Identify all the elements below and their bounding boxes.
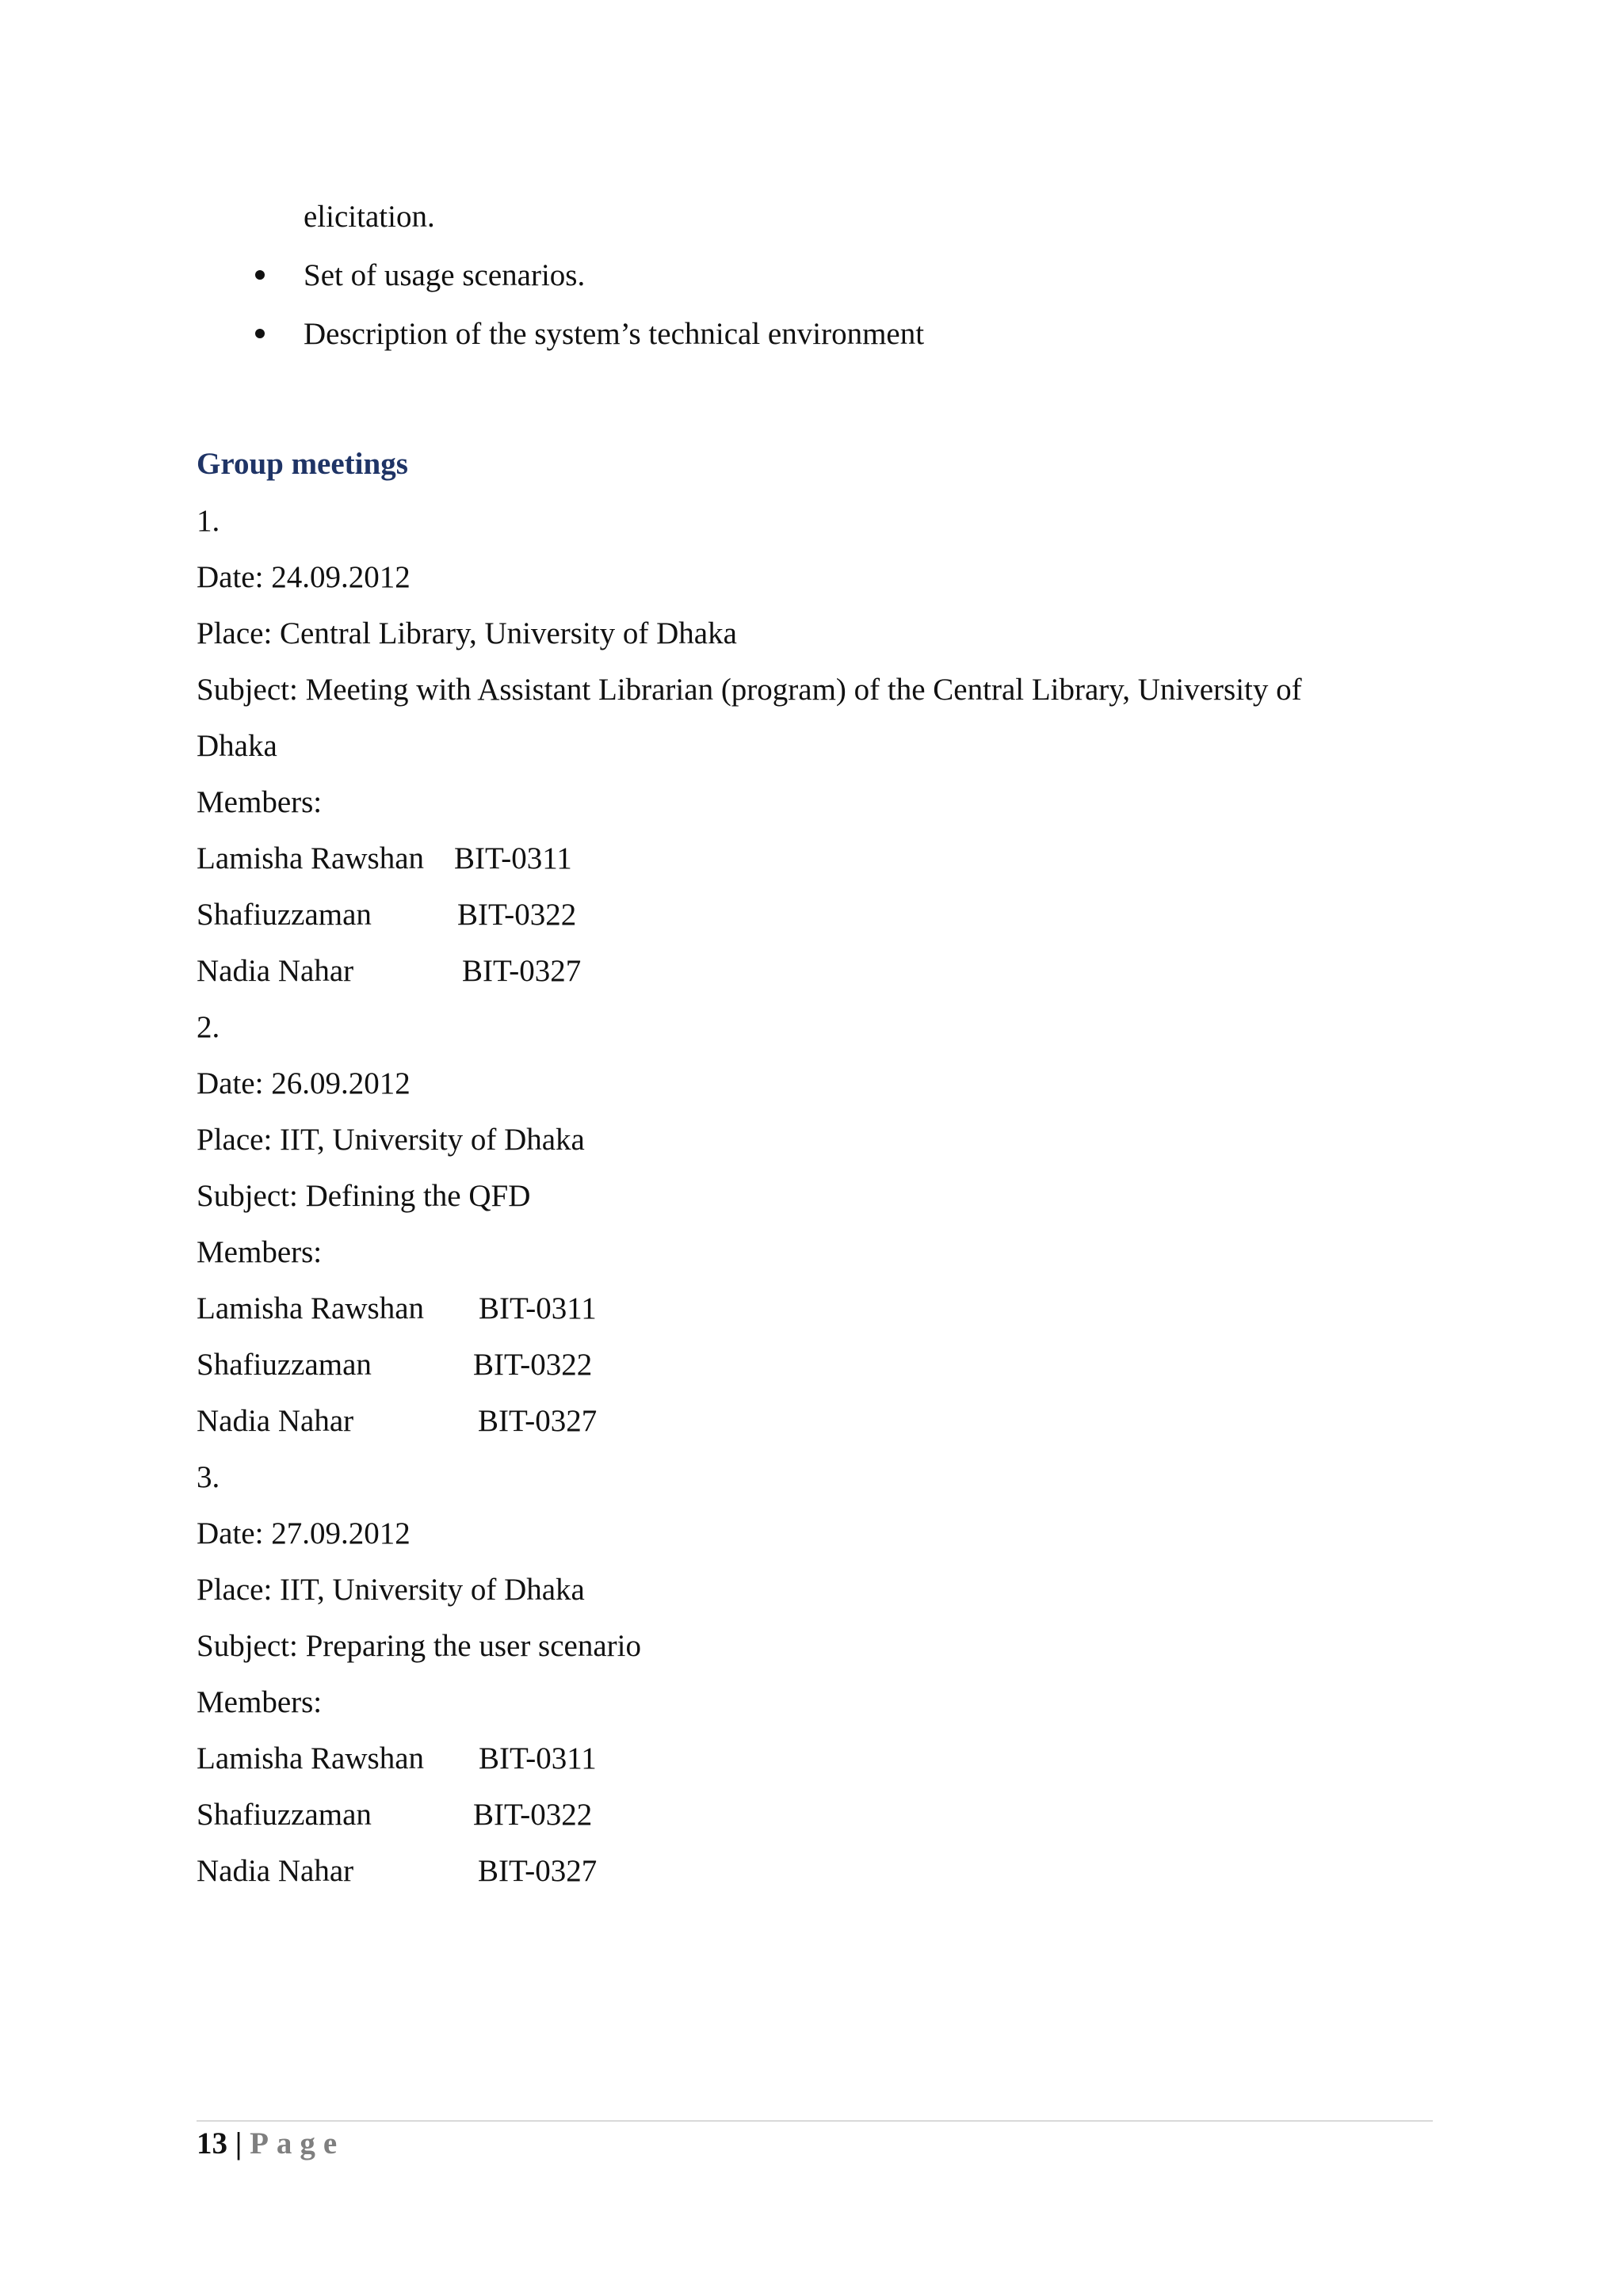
member-name: Lamisha Rawshan	[197, 1741, 425, 1775]
member-name: Shafiuzzaman	[197, 1798, 372, 1832]
meeting-subject: Subject: Defining the QFD	[197, 1179, 531, 1213]
member-name: Nadia Nahar	[197, 954, 354, 988]
page-label: Page	[250, 2126, 346, 2161]
member-name: Nadia Nahar	[197, 1404, 354, 1438]
meeting-subject: Subject: Meeting with Assistant Librarian (program) of the Central Library, University of	[197, 673, 1302, 707]
bullet-item: Set of usage scenarios.	[304, 258, 586, 292]
meeting-place: Place: IIT, University of Dhaka	[197, 1573, 585, 1607]
footer-divider	[197, 2120, 1433, 2122]
member-id: BIT-0311	[479, 1291, 597, 1325]
section-heading: Group meetings	[197, 447, 408, 481]
footer-separator: |	[235, 2126, 242, 2161]
member-id: BIT-0327	[462, 954, 582, 988]
member-name: Shafiuzzaman	[197, 1348, 372, 1382]
member-name: Lamisha Rawshan	[197, 1291, 425, 1325]
meeting-number: 3.	[197, 1460, 220, 1494]
meeting-number: 1.	[197, 504, 220, 538]
member-id: BIT-0311	[454, 841, 572, 875]
member-name: Nadia Nahar	[197, 1854, 354, 1888]
meeting-number: 2.	[197, 1010, 220, 1044]
meeting-place: Place: IIT, University of Dhaka	[197, 1123, 585, 1157]
bullet-icon	[255, 329, 265, 338]
continuation-text: elicitation.	[304, 200, 435, 234]
meeting-subject: Subject: Preparing the user scenario	[197, 1629, 641, 1663]
meeting-place: Place: Central Library, University of Dhaka	[197, 616, 737, 650]
member-name: Lamisha Rawshan	[197, 841, 425, 875]
member-name: Shafiuzzaman	[197, 898, 372, 932]
member-id: BIT-0327	[478, 1854, 598, 1888]
member-id: BIT-0327	[478, 1404, 598, 1438]
bullet-item: Description of the system’s technical environment	[304, 317, 925, 351]
member-id: BIT-0322	[457, 898, 577, 932]
meeting-date: Date: 24.09.2012	[197, 560, 411, 594]
member-id: BIT-0322	[473, 1798, 593, 1832]
member-id: BIT-0311	[479, 1741, 597, 1775]
page-number: 13	[197, 2126, 227, 2161]
members-label: Members:	[197, 1685, 323, 1719]
bullet-icon	[255, 270, 265, 280]
meeting-date: Date: 26.09.2012	[197, 1066, 411, 1100]
members-label: Members:	[197, 785, 323, 819]
members-label: Members:	[197, 1235, 323, 1269]
page-footer	[197, 2128, 345, 2159]
member-id: BIT-0322	[473, 1348, 593, 1382]
meeting-date: Date: 27.09.2012	[197, 1516, 411, 1550]
meeting-subject-continued: Dhaka	[197, 729, 277, 763]
